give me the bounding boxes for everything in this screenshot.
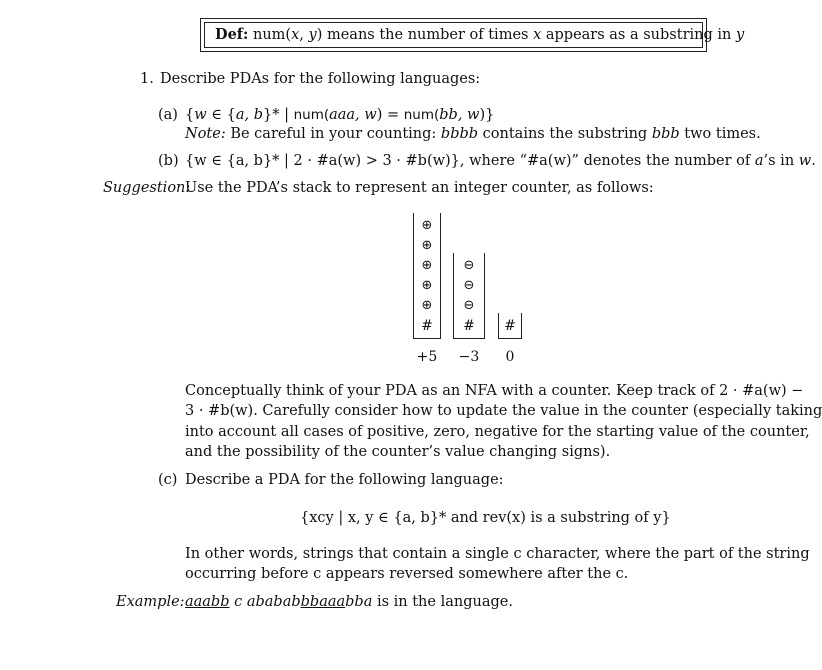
example-suffix: is in the language. bbox=[372, 594, 513, 610]
example-part-2: c ababab bbox=[229, 594, 301, 610]
part-c-other-1: In other words, strings that contain a single c character, where the part of the string bbox=[185, 546, 810, 562]
example-part-4: bba bbox=[345, 594, 373, 610]
definition-var-x2: x bbox=[533, 27, 542, 43]
definition-box bbox=[200, 18, 745, 52]
stack-cell: ⊕ bbox=[421, 278, 433, 293]
part-b-denotes: ” denotes the number of bbox=[571, 153, 755, 169]
suggestion-label: Suggestion: bbox=[103, 180, 191, 196]
part-b-set bbox=[185, 152, 816, 171]
problem-intro: Describe PDAs for the following languages: bbox=[160, 71, 481, 87]
definition-text-post: appears as a substring in bbox=[541, 27, 736, 43]
paragraph-line-2: 3 · #b(w). Carefully consider how to update the value in the counter (especially taking bbox=[185, 403, 822, 419]
part-c-label: (c) bbox=[158, 472, 178, 488]
stack-cell: ⊖ bbox=[463, 258, 475, 273]
paragraph-line-4: and the possibility of the counter’s value changing signs). bbox=[185, 444, 611, 460]
part-a-bb: bb, w bbox=[439, 107, 480, 123]
part-a-in: ∈ { bbox=[206, 107, 236, 123]
part-a-close: )} bbox=[479, 107, 495, 123]
stack-cell: ⊖ bbox=[463, 278, 475, 293]
part-a-note-bbbb: bbbb bbox=[440, 126, 479, 142]
part-b-period: . bbox=[811, 153, 816, 169]
stack-cell: # bbox=[504, 318, 516, 334]
example-text bbox=[185, 593, 513, 612]
stack-cell: ⊕ bbox=[421, 238, 433, 253]
part-c-intro: Describe a PDA for the following language: bbox=[185, 472, 504, 488]
part-a-brace: { bbox=[185, 107, 195, 123]
suggestion-text: Use the PDA’s stack to represent an integer counter, as follows: bbox=[185, 180, 654, 196]
part-a-note-bbb: bbb bbox=[651, 126, 680, 142]
part-a-note-text1: Be careful in your counting: bbox=[225, 126, 441, 142]
example-label: Example: bbox=[116, 594, 185, 610]
definition-var-x: x bbox=[291, 27, 300, 43]
part-a-num1: num( bbox=[293, 107, 330, 123]
part-b-where: , where “ bbox=[459, 153, 528, 169]
stack-value-positive: +5 bbox=[416, 349, 438, 365]
part-a-note-label: Note: bbox=[185, 126, 226, 142]
definition-comma: , bbox=[299, 27, 309, 43]
example-part-1: aaabb bbox=[185, 594, 230, 610]
part-b-aw: #a(w) bbox=[527, 153, 572, 169]
definition-label: Def: bbox=[215, 26, 249, 43]
definition-inner bbox=[204, 22, 745, 48]
part-a-set bbox=[185, 106, 494, 125]
stack-cell: ⊕ bbox=[421, 298, 433, 313]
stack-zero bbox=[498, 313, 522, 339]
part-a-eq: ) = bbox=[376, 107, 404, 123]
part-a-note bbox=[185, 125, 761, 144]
paragraph-line-3: into account all cases of positive, zero, negative for the starting value of the counter, bbox=[185, 424, 810, 440]
definition-var-y: y bbox=[308, 27, 317, 43]
part-b-set-text: {w ∈ {a, b}* | 2 · #a(w) > 3 · #b(w)} bbox=[185, 153, 460, 169]
definition-text-mid: ) means the number of times bbox=[316, 27, 534, 43]
part-a-label: (a) bbox=[158, 107, 178, 123]
definition-var-y2: y bbox=[735, 27, 745, 43]
stack-value-negative: −3 bbox=[458, 349, 480, 365]
part-a-num2: num( bbox=[403, 107, 440, 123]
stack-cell: ⊖ bbox=[463, 298, 475, 313]
paragraph-line-1: Conceptually think of your PDA as an NFA with a counter. Keep track of 2 · #a(w) − bbox=[185, 383, 804, 399]
stack-cell: # bbox=[421, 318, 433, 334]
part-a-star: }* | bbox=[263, 107, 294, 123]
part-a-note-text3: two times. bbox=[679, 126, 761, 142]
part-a-aaa: aaa, w bbox=[329, 107, 377, 123]
part-b-s-in: ’s in bbox=[763, 153, 799, 169]
stack-cell: # bbox=[463, 318, 475, 334]
example-part-3: bbaaa bbox=[300, 594, 346, 610]
stack-cell: ⊕ bbox=[421, 218, 433, 233]
part-c-other-2: occurring before c appears reversed somewhere after the c. bbox=[185, 566, 629, 582]
part-b-w: w bbox=[798, 153, 812, 169]
part-b-label: (b) bbox=[158, 153, 179, 169]
part-a-note-text2: contains the substring bbox=[478, 126, 652, 142]
problem-number: 1. bbox=[140, 71, 154, 87]
stack-negative bbox=[453, 253, 485, 339]
stack-cell: ⊕ bbox=[421, 258, 433, 273]
part-c-set: {xcy | x, y ∈ {a, b}* and rev(x) is a substring of y} bbox=[300, 510, 671, 526]
part-a-w: w bbox=[194, 107, 207, 123]
stack-positive bbox=[413, 213, 441, 339]
definition-text-pre: num( bbox=[248, 27, 292, 43]
part-b-a: a bbox=[754, 153, 764, 169]
stack-value-zero: 0 bbox=[505, 349, 515, 365]
part-a-alphabet: a, b bbox=[235, 107, 263, 123]
